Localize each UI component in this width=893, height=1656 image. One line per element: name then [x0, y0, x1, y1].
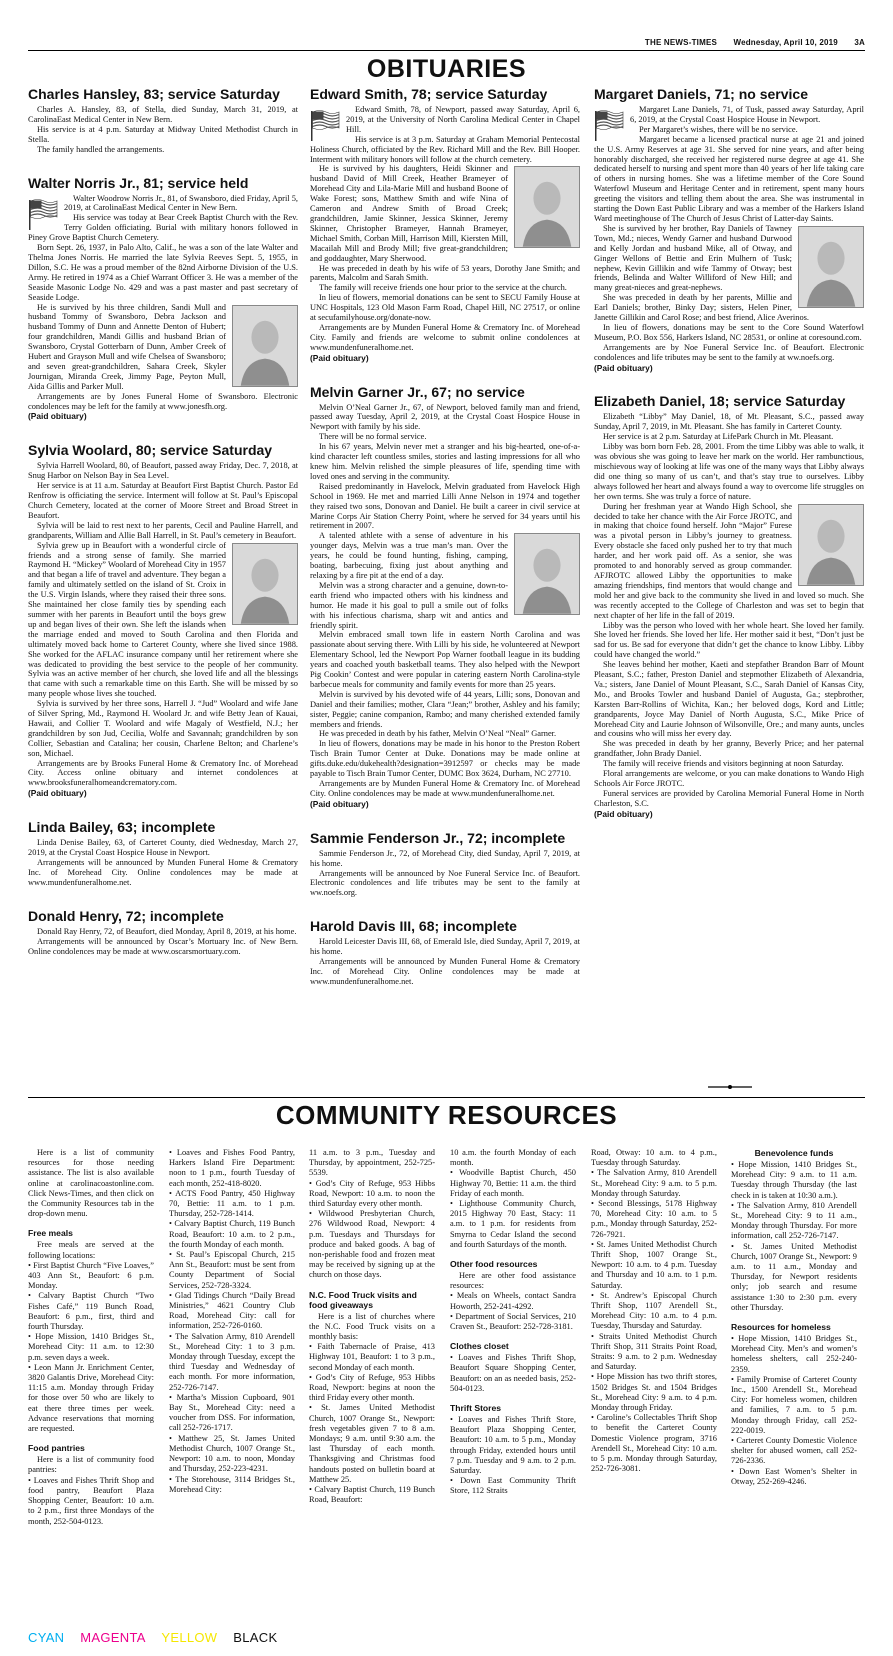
resources-entry: • Martha’s Mission Cupboard, 901 Bay St., Morehead City: need a voucher from DSS. For information, call 252-726-1717.	[169, 1392, 295, 1433]
resources-entry: • St. Paul’s Episcopal Church, 215 Ann St., Beaufort: must be sent from County Department of Social Services, 252-728-3324.	[169, 1250, 295, 1290]
obituary-paragraph: Arrangements are by Munden Funeral Home & Crematory Inc. of Morehead City. Family and friends are welcome to submit online condolences at www.mundenfuneralhome.net.	[310, 322, 580, 352]
obituary-headline: Harold Davis III, 68; incomplete	[310, 918, 517, 935]
obituary-paragraph: He was preceded in death by his father, Melvin O’Neal “Neal” Garner.	[319, 729, 557, 739]
resources-entry: • Department of Social Services, 210 Craven St., Beaufort: 252-728-3181.	[450, 1311, 576, 1332]
resources-subhead: Clothes closet	[450, 1341, 509, 1352]
obituary-paragraph: Charles A. Hansley, 83, of Stella, died Sunday, March 31, 2019, at CarolinaEast Medical Center in New Bern.	[28, 105, 298, 124]
obituary-headline: Walter Norris Jr., 81; service held	[28, 174, 249, 191]
obituary-paragraph: Raised predominantly in Havelock, Melvin graduated from Havelock High School in 1969. He met and married Lilli Anne Nelson in 1974 and together they raised two sons, Donovan and Daniel. He built a career in civil service at Marine Corps Air Station Cherry Point, where he served for 34 years until his retirement in 2007.	[310, 481, 580, 531]
resources-entry: Here is a list of community food pantries:	[28, 1455, 154, 1475]
resources-entry: • God’s City of Refuge, 953 Hibbs Road, Newport: begins at noon the third Friday every other month.	[309, 1372, 435, 1403]
resources-entry: • Meals on Wheels, contact Sandra Howorth, 252-241-4292.	[450, 1291, 576, 1311]
us-flag-icon	[310, 107, 340, 141]
resources-entry: • Loaves and Fishes Food Pantry, Harkers Island Fire Department: noon to 1 p.m., fourth Tuesday of each month, 252-418-8020.	[169, 1148, 295, 1188]
obituary-paragraph: Sylvia is survived by her three sons, Harrell J. “Jud” Woolard and wife Jane of Silver Spring, Md., Raymond H. Woolard Jr. and wife Betty Jean of Kauai, Hawaii, and Collier T. Woolard and wife Magaly of Westfield, N.J.; her grandchildren by son Jud, Cecilia, Wolfe and Savannah; grandchildren by son Collier, Sebastian and Catalina; her cousin, Charlene Belton; and Charlene’s son, Michael.	[28, 699, 298, 758]
obituary-paragraph: Arrangements are by Munden Funeral Home & Crematory Inc. of Morehead City. Online condolences may be made at www.mundenfuneralhome.net.	[310, 779, 580, 798]
resources-entry: • Matthew 25, St. James United Methodist Church, 1007 Orange St., Newport: 10 a.m. to noon, Monday and Thursday, 252-223-4231.	[169, 1433, 295, 1474]
obituary	[28, 175, 298, 423]
obituary	[28, 86, 298, 155]
resources-column	[28, 1148, 154, 1608]
portrait-photo	[232, 305, 298, 387]
obituary-paragraph: His service is at 3 p.m. Saturday at Graham Memorial Pentecostal Holiness Church, officiated by the Rev. Richard Mill and the Rev. Bill Hooper. Interment with military honors will follow at the church cemetery.	[310, 134, 580, 164]
resources-column	[309, 1148, 435, 1608]
resources-entry: • Carteret County Domestic Violence shelter for abused women, call 252-726-2336.	[731, 1436, 857, 1466]
resources-entry: • Second Blessings, 5178 Highway 70, Morehead City: 10 a.m. to 5 p.m., Monday through Saturday, 252-726-7921.	[591, 1199, 717, 1239]
obituary-paragraph: She was preceded in death by her granny, Beverly Price; and her paternal grandfather, John Brady Daniel.	[594, 739, 864, 759]
community-resources-heading: COMMUNITY RESOURCES	[275, 1100, 618, 1130]
obituary-paragraph: Arrangements will be announced by Oscar’s Mortuary Inc. of New Bern. Online condolences may be made at www.oscarsmortuary.com.	[28, 936, 298, 956]
obituary-paragraph: His service was today at Bear Creek Baptist Church with the Rev. Terry Golden officiating. Burial with military honors followed in Piney Grove Baptist Church Cemetery.	[28, 213, 298, 243]
obituary-paragraph: Edward Smith, 78, of Newport, passed away Saturday, April 6, 2019, at the University of North Carolina Medical Center in Chapel Hill.	[346, 105, 580, 134]
obituary	[28, 908, 298, 957]
resources-entry: • St. Andrew’s Episcopal Church Thrift Shop, 1107 Arendell St., Morehead City: 10 a.m. to 4 p.m. Tuesday, Thursday and Saturday.	[591, 1290, 717, 1331]
obituary-paragraph: Donald Ray Henry, 72, of Beaufort, died Monday, April 8, 2019, at his home.	[37, 926, 297, 936]
obituary-paragraph: Per Margaret’s wishes, there will be no service.	[639, 124, 798, 134]
obituary-paragraph: Arrangements are by Brooks Funeral Home & Crematory Inc. of Morehead City. Access online obituary and internet condolences at www.brooksfuneralhomeandcrematory.com.	[28, 758, 298, 788]
obituary	[310, 918, 580, 987]
resources-entry: • Lighthouse Community Church, 2015 Highway 70 East, Stacy: 11 a.m. to 1 p.m. for residents from Smyrna to Cedar Island the second and fourth Saturdays of the month.	[450, 1199, 576, 1249]
color-registration-bar	[28, 1630, 289, 1645]
resources-entry: Here is a list of churches where the N.C. Food Truck visits on a monthly basis:	[309, 1311, 435, 1342]
resources-entry: • The Salvation Army, 810 Arendell St., Morehead City: 9 to 11 a.m., Monday through Thursday. For more information, call 252-726-7147.	[731, 1200, 857, 1241]
paid-obituary-label: (Paid obituary)	[594, 808, 653, 819]
cmyk-magenta: MAGENTA	[80, 1630, 146, 1645]
obituary	[310, 830, 580, 899]
obituary	[594, 393, 864, 819]
obituary-paragraph: He was preceded in death by his wife of 53 years, Dorothy Jane Smith; and parents, Malcolm and Sarah Smith.	[310, 263, 580, 283]
resources-entry: • The Salvation Army, 810 Arendell St., Morehead City: 1 to 3 p.m. Monday through Tuesday, except the third Tuesday and Wednesday of each month. For more information, 252-726-7147.	[169, 1331, 295, 1392]
obituary-paragraph: During her freshman year at Wando High School, she decided to take her chance with the Air Force JROTC, and in making that choice found herself. John “Major” Furese was a pivotal person in Libby’s journey to greatness. Every obstacle she faced only pushed her to try that much harder, and her work paid off. As a senior, she was promoted to and honorably served as group commander. AFJROTC allowed Libby the opportunities to make amazing friendships, find mentors that would change and mold her and give back to the community she lived in and loved so much. She was recently accepted to the College of Charleston and was set to begin that next chapter of her life in the fall of 2019.	[594, 501, 864, 620]
obituary-paragraph: Libby was the person who loved with her whole heart. She loved her family. She loved her friends. She loved her life. Her mother said it best, “Don’t just be sad for us. Be sad for everyone that didn’t get the chance to know Libby. Libby could have changed the world.”	[594, 620, 864, 660]
resources-entry: • St. James United Methodist Church Thrift Shop, 1007 Orange St., Newport: 10 a.m. to 4 p.m. Tuesday and Thursday and 10 a.m. to 1 p.m. Saturday.	[591, 1239, 717, 1290]
obituary-paragraph: There will be no formal service.	[319, 432, 427, 442]
portrait-photo	[798, 226, 864, 308]
obituary-paragraph: Arrangements are by Jones Funeral Home of Swansboro. Electronic condolences may be left for the family at www.jonesfh.org.	[28, 391, 298, 411]
cmyk-yellow: YELLOW	[161, 1630, 218, 1645]
paid-obituary-label: (Paid obituary)	[594, 362, 653, 373]
resources-entry: • Faith Tabernacle of Praise, 413 Highway 101, Beaufort: 1 to 3 p.m., second Monday of each month.	[309, 1342, 435, 1372]
obituary-column-2	[310, 86, 580, 1096]
obituary-paragraph: The family handled the arrangements.	[37, 144, 165, 154]
obituary-paragraph: He is survived by his daughters, Heidi Skinner and husband David of Mill Creek, Heather Brameyer of Morehead City and Lila-Marie Mill and husband Boone of Wake Forest; sons, Matthew Smith and wife Nina of Cameron and Andrew Smith of Broad Creek; grandchildren, Jamie Skinner, Jessica Skinner, Jeremy Skinner, Christopher Brameyer, Hannah Brameyer, Michael Smith, Corban Mill, Harrison Mill, Kiersten Mill, Macailah Mill and Brody Mill; five great-grandchildren; and goddaughter, Mary Sherwood.	[310, 164, 508, 263]
obituary-paragraph: Arrangements are by Noe Funeral Service Inc. of Beaufort. Electronic condolences and life tributes may be sent to the family at ww.noefs.org.	[594, 342, 864, 362]
obituary-paragraph: Margaret became a licensed practical nurse at age 21 and joined the U.S. Army Reserves at age 31. She served for nine years, and after being honorably discharged, she received her registered nurse degree at age 41. She dedicated herself to nursing and spent more than 40 years of her life taking care of others in nursing homes. She was a lifetime member of the Core Sound Waterfowl Museum and Heritage Center and in retirement, spent many hours greeting the visitors and telling them about the area. She was instrumental in starting the Down East Public Library and was a member of the Harkers Island Ward meetinghouse of The Church of Jesus Christ of Latter-day Saints.	[594, 134, 864, 223]
obituary-paragraph: Funeral services are provided by Carolina Memorial Funeral Home in North Charleston, S.C.	[594, 788, 864, 808]
resources-entry: • Family Promise of Carteret County Inc., 1500 Arendell St., Morehead City: For homeless women, children and families, 7 a.m. to 5 p.m. Monday through Friday, call 252-222-0019.	[731, 1374, 857, 1435]
page-number: 3A	[854, 38, 865, 47]
resources-entry: Here is a list of community resources for those needing assistance. The list is also available online at carolinacoastonline.com. Click News-Times, and then click on the Community Resources tab in the drop-down menu.	[28, 1148, 154, 1219]
obituary-headline: Elizabeth Daniel, 18; service Saturday	[594, 393, 846, 410]
resources-subhead: Other food resources	[450, 1259, 538, 1270]
resources-entry: • St. James United Methodist Church, 1007 Orange St., Newport: 9 a.m. to 11 a.m., Monday and Thursday, for Newport residents only; job search and resume assistance 1:30 to 2:30 p.m. every other Thursday.	[731, 1241, 857, 1312]
obituary-paragraph: She leaves behind her mother, Kaeti and stepfather Brandon Barr of Mount Pleasant, S.C.; father, Preston Daniel and stepmother Elizabeth of Alexandria, Va.; sisters, Jane Daniel of Mount Pleasant, S.C., Sarah Daniel of Kansas City, Mo., and Brooks Towler and husband Daniel of Augusta, Ga.; stepbrother, Karsten Barr-Rollins of Wichita, Kan.; her beloved dogs, Kord and Little; grandparents, Joyce May Daniel of North Augusta, S.C., Mike Price of Morehead City and Laurie Johnson of Wilsonville, Ore.; and many aunts, uncles and cousins who will miss her every day.	[594, 660, 864, 739]
obituary-paragraph: The family will receive friends and visitors beginning at noon Saturday.	[603, 759, 844, 769]
resources-entry: • Straits United Methodist Church Thrift Shop, 311 Straits Point Road, Straits: 9 a.m. to 2 p.m. Wednesday and Saturday.	[591, 1331, 717, 1372]
obituary-paragraph: Harold Leicester Davis III, 68, of Emerald Isle, died Sunday, April 7, 2019, at his home.	[310, 937, 580, 957]
section-divider	[28, 1097, 865, 1098]
obituary-headline: Melvin Garner Jr., 67; no service	[310, 383, 525, 400]
obituary-paragraph: Floral arrangements are welcome, or you can make donations to Wando High Schools Air Force JROTC.	[594, 769, 864, 788]
obituary-headline: Sylvia Woolard, 80; service Saturday	[28, 442, 273, 459]
resources-entry: • Leon Mann Jr. Enrichment Center, 3820 Galantis Drive, Morehead City: 11:15 a.m. Monday through Friday for those over 50 who are likely to eat there three times per week. Advance reservations that morning are requested.	[28, 1362, 154, 1434]
obituary-headline: Charles Hansley, 83; service Saturday	[28, 86, 280, 102]
obituary-paragraph: Melvin is survived by his devoted wife of 44 years, Lilli; sons, Donovan and Daniel and their families; mother, Clara “Jean;” brother, Ashley and his family; sister, Peggie; canine companion, Rambo; and many cherished extended family members and friends.	[310, 689, 580, 729]
us-flag-icon	[28, 196, 58, 230]
obituary-paragraph: In lieu of flowers, memorial donations can be sent to SECU Family House at UNC Hospitals, 123 Old Mason Farm Road, Chapel Hill, NC 27517, or online at secufamilyhouse.org/donate-now.	[310, 293, 580, 323]
obituary-paragraph: She is survived by her brother, Ray Daniels of Tawney Town, Md.; nieces, Wendy Garner and husband Durwood and Kelly Jordan and husband Mike, all of Otway, and Ginger Wellons of Bettie and Erin Mulhern of Tusk; nephew, Kevin Gillikin and wife Tammy of Otway; best friends, Belinda and Walter Williford of New Hill; and many great-nieces and great-nephews.	[594, 223, 792, 293]
resources-entry: 10 a.m. the fourth Monday of each month.	[450, 1148, 576, 1168]
obituary-paragraph: Libby was born born Feb. 28, 2001. From the time Libby was able to walk, it was obvious she was going to leave her mark on the world. Her rambunctious, mischievous way of looking at life was one of the many ways that Libby always did one thing so many of us can’t, and that’s stay true to ourselves. Libby always followed her heart and always found a way to overcome life struggles on her own terms. She was truly a force of nature.	[594, 442, 864, 501]
resources-entry: • St. James United Methodist Church, 1007 Orange St., Newport: fresh vegetables given 7 to 8 a.m. Mondays; 9 a.m. until 9:30 a.m. the last Thursday of each month. Thanksgiving and Christmas food handouts posted on bulletin board at Matthew 25.	[309, 1403, 435, 1484]
resources-subhead: Resources for homeless	[731, 1322, 831, 1333]
obituary-paragraph: Melvin was a strong character and a genuine, down-to-earth friend who impacted others with his kindness and humor. He made it his goal to pull a smile out of folks with his infectious charisma, sharp wit and antics and friendly spirit.	[310, 580, 508, 630]
resources-entry: • Calvary Baptist Church, 119 Bunch Road, Beaufort:	[309, 1485, 435, 1505]
paid-obituary-label: (Paid obituary)	[28, 788, 87, 799]
obituary-paragraph: A talented athlete with a sense of adventure in his younger days, Melvin was a true man’s man. Over the years, he could be found hunting, fishing, camping, boating, barbecuing, fixing just about anything and relaxing by a fire pit at the end of a day.	[310, 531, 508, 580]
resources-entry: • Loaves and Fishes Thrift Store, Beaufort Plaza Shopping Center, Beaufort: 10 a.m. to 5 p.m., Monday through Friday, extended hours until 7 p.m. Tuesday and 9 a.m. to 2 p.m. Saturday.	[450, 1415, 576, 1476]
resources-entry: • Loaves and Fishes Thrift Shop, Beaufort Square Shopping Center, Beaufort: on an as needed basis, 252-504-0123.	[450, 1353, 576, 1393]
obituary-headline: Margaret Daniels, 71; no service	[594, 86, 808, 102]
resources-subhead: N.C. Food Truck visits and food giveaways	[309, 1289, 417, 1310]
obituary-paragraph: Sylvia Harrell Woolard, 80, of Beaufort, passed away Friday, Dec. 7, 2018, at Snug Harbor on Nelson Bay in Sea Level.	[28, 461, 298, 481]
resources-entry: • Loaves and Fishes Thrift Shop and food pantry, Beaufort Plaza Shopping Center, Beaufort: 10 a.m. to 2 p.m., first three Mondays of the month, 252-504-0123.	[28, 1475, 154, 1526]
cmyk-cyan: CYAN	[28, 1630, 65, 1645]
obituary-paragraph: Born Sept. 26, 1937, in Palo Alto, Calif., he was a son of the late Walter and Thelma Jones Norris. He married the late Sylvia Reeves Sept. 5, 1955, in Dillon, S.C. He was a proud member of the 82nd Airborne Division of the U.S. Army. He retired in 1974 as a Chief Warrant Officer 3. He was a member of the Seaside Masonic Lodge No. 429 and was a past master and past secretary of Seaside Lodge.	[28, 243, 298, 302]
resources-entry: • God’s City of Refuge, 953 Hibbs Road, Newport: 10 a.m. to noon the third Saturday every other month.	[309, 1178, 435, 1209]
resources-entry: • Woodville Baptist Church, 450 Highway 70, Bettie: 11 a.m. the third Friday of each month.	[450, 1168, 576, 1198]
resources-column	[731, 1148, 857, 1608]
portrait-photo	[514, 166, 580, 248]
resources-column	[450, 1148, 576, 1608]
obituary-paragraph: In lieu of flowers, donations may be sent to the Core Sound Waterfowl Museum, P.O. Box 556, Harkers Island, NC 28531, or online at coresound.com.	[594, 322, 864, 342]
resources-entry: • Wildwood Presbyterian Church, 276 Wildwood Road, Newport: 4 p.m. Tuesdays and Thursdays for produce and baked goods. A bag of non-perishable food and frozen meat may be received by signing up at the church on those days.	[309, 1209, 435, 1280]
obituary-paragraph: Linda Denise Bailey, 63, of Carteret County, died Wednesday, March 27, 2019, at the Crystal Coast Hospice House in Newport.	[28, 838, 298, 858]
resources-entry: • Down East Community Thrift Store, 112 Straits	[450, 1476, 576, 1496]
resources-subhead: Free meals	[28, 1228, 73, 1239]
portrait-photo	[514, 533, 580, 615]
obituary-headline: Linda Bailey, 63; incomplete	[28, 819, 216, 836]
cmyk-black: BLACK	[233, 1630, 278, 1645]
resources-entry: • Hope Mission has two thrift stores, 1502 Bridges St. and 1504 Bridges St., Morehead City: 9 a.m. to 4 p.m. Monday through Friday.	[591, 1372, 717, 1413]
resources-entry: 11 a.m. to 3 p.m., Tuesday and Thursday, by appointment, 252-725-5539.	[309, 1148, 435, 1178]
obituary-paragraph: In his 67 years, Melvin never met a stranger and his big-hearted, one-of-a-kind character left countless smiles, stories and lasting impressions for all who knew him. Melvin relished the simple pleasures of life, spending time with loved ones and serving in the community.	[310, 442, 580, 481]
obituary-paragraph: She was preceded in death by her parents, Millie and Earl Daniels; brother, Binky Day; sisters, Helen Piner, Janette Gillikin and Carol Rose; and best friend, Alice Averinos.	[594, 293, 809, 323]
resources-entry: • Hope Mission, 1410 Bridges St., Morehead City: 11 a.m. to 12:30 p.m. seven days a week.	[28, 1332, 154, 1362]
portrait-photo	[232, 543, 298, 625]
resources-subhead: Benevolence funds	[754, 1148, 834, 1158]
resources-entry: Here are other food assistance resources:	[450, 1271, 576, 1291]
obituary-paragraph: Sylvia grew up in Beaufort with a wonderful circle of friends and a strong sense of family. She married Raymond H. “Mickey” Woolard of Morehead City in 1957 and that began a life of travel and adventure. They began a family and ultimately settled on the island of St. Croix in the U.S. Virgin Islands, where they raised their three sons. She maintained her close family ties by spending each summer with her parents in Beaufort until the boys grew up and began lives of their own. She left the islands when the marriage ended and moved to South Carolina and then Florida and ultimately moved back home to Carteret County, where she lived since 1988. She worked for the AFLAC insurance company until her retirement where she was dedicated to providing the best service to the people of her community. Sylvia was an active member of her church, she loved life and all the blessings that came with such a remarkable time on this Earth. She will be missed by so many people whose lives she touched.	[28, 540, 298, 699]
resources-entry: • The Salvation Army, 810 Arendell St., Morehead City: 9 a.m. to 5 p.m. Monday through Saturday.	[591, 1168, 717, 1198]
resources-entry: • ACTS Food Pantry, 450 Highway 70, Bettie: 11 a.m. to 1 p.m. Thursday, 252-728-1414.	[169, 1188, 295, 1219]
resources-subhead: Food pantries	[28, 1443, 85, 1454]
obituary-paragraph: In lieu of flowers, donations may be made in his honor to the Preston Robert Tisch Brain Tumor Center at Duke. Donations may be made online at gifts.duke.edu/dukehealth?designation=3912597 or checks may be made payable to Tisch Brain Tumor Center, DUMC Box 3624, Durham, NC 27710.	[310, 739, 580, 779]
obituary-paragraph: Her service is at 11 a.m. Saturday at Beaufort First Baptist Church. Pastor Ed Renfrow is officiating the service. Interment will follow at St. Paul’s Episcopal Church Cemetery, located at the corner of Moore Street and Broad Street in Beaufort.	[28, 481, 298, 520]
obituary-paragraph: Melvin O’Neal Garner Jr., 67, of Newport, beloved family man and friend, passed away Tuesday, April 2, 2019, at the Crystal Coast Hospice House in Newport with family by his side.	[310, 402, 580, 432]
obituary-paragraph: Her service is at 2 p.m. Saturday at LifePark Church in Mt. Pleasant.	[603, 432, 834, 442]
obituary-paragraph: He is survived by his three children, Sandi Mull and husband Tommy of Swansboro, Debra Jackson and husband Tommy of Dunn and Annette Denton of Hubert; four grandchildren, Mandi Gillis and husband Brian of Swansboro, Crystal Gotterbarn of Dunn, Amber Creek of Hubert and Grayson Mull and wife Chelsea of Swansboro; and seven great-grandchildren, Sahara Creek, Skyler Journigan, Miranda Creek, Jimmy Page, Peyton Mull, Aida Gillis and Parker Mull.	[28, 302, 226, 391]
paid-obituary-label: (Paid obituary)	[310, 798, 369, 809]
obituary-column-3	[594, 86, 864, 1096]
resources-subhead: Thrift Stores	[450, 1403, 502, 1414]
obituary-paragraph: Walter Woodrow Norris Jr., 81, of Swansboro, died Friday, April 5, 2019, at CarolinaEast Medical Center in New Bern.	[64, 193, 298, 213]
obituary	[28, 442, 298, 799]
paper-name: THE NEWS-TIMES	[644, 38, 718, 47]
resources-entry: • Calvary Baptist Church “Two Fishes Café,” 119 Bunch Road, Beaufort: 6 p.m., first, third and fourth Thursday.	[28, 1291, 154, 1332]
resources-entry: • Down East Women’s Shelter in Otway, 252-269-4246.	[731, 1466, 857, 1486]
resources-column	[169, 1148, 295, 1608]
obituary-paragraph: Arrangements will be announced by Noe Funeral Service Inc. of Beaufort. Electronic condolences and life tributes may be sent to the family at ww.noefs.org.	[310, 868, 580, 898]
end-dash-ornament	[708, 1084, 752, 1090]
obituary-headline: Sammie Fenderson Jr., 72; incomplete	[310, 829, 566, 846]
obituary	[28, 819, 298, 888]
obituary-column-1	[28, 86, 298, 1096]
resources-column	[591, 1148, 717, 1608]
obituary-paragraph: Margaret Lane Daniels, 71, of Tusk, passed away Saturday, April 6, 2019, at the Crystal Coast Hospice House in Newport.	[630, 105, 864, 124]
us-flag-icon	[594, 107, 624, 141]
obituary	[310, 86, 580, 364]
obituary-headline: Donald Henry, 72; incomplete	[28, 907, 224, 924]
resources-entry: • Glad Tidings Church “Daily Bread Ministries,” 4621 Country Club Road, Morehead City: call for information, 252-726-0160.	[169, 1290, 295, 1331]
obituary	[310, 384, 580, 810]
resources-entry: Free meals are served at the following locations:	[28, 1240, 154, 1260]
paid-obituary-label: (Paid obituary)	[28, 411, 87, 422]
resources-entry: Road, Otway: 10 a.m. to 4 p.m., Tuesday through Saturday.	[591, 1148, 717, 1168]
obituary-paragraph: The family will receive friends one hour prior to the service at the church.	[319, 283, 567, 293]
obituary-paragraph: Sylvia will be laid to rest next to her parents, Cecil and Pauline Harrell, and grandparents, William and Allie Ball Harrell, in St. Paul’s cemetery in Beaufort.	[28, 520, 298, 540]
obituaries-heading: OBITUARIES	[366, 55, 527, 83]
resources-entry: • The Storehouse, 3114 Bridges St., Morehead City:	[169, 1474, 295, 1494]
issue-date: Wednesday, April 10, 2019	[733, 38, 838, 47]
obituary-paragraph: Arrangements will be announced by Munden Funeral Home & Crematory Inc. of Morehead City. Online condolences may be made at www.mundenfuneralhome.net.	[28, 858, 298, 887]
resources-entry: • Hope Mission, 1410 Bridges St., Morehead City. Men’s and women’s homeless shelters, call 252-240-2359.	[731, 1334, 857, 1374]
obituary-headline: Edward Smith, 78; service Saturday	[310, 86, 548, 102]
resources-entry: • First Baptist Church “Five Loaves,” 403 Ann St., Beaufort: 6 p.m. Monday.	[28, 1260, 154, 1291]
resources-entry: • Caroline’s Collectables Thrift Shop to benefit the Carteret County Domestic Violence program, 3716 Arendell St., Morehead City: 10 a.m. to 5 p.m. Monday through Saturday, 252-726-3081.	[591, 1413, 717, 1474]
obituary-paragraph: Arrangements will be announced by Munden Funeral Home & Crematory Inc. of Morehead City. Online condolences may be made at www.mundenfuneralhome.net.	[310, 957, 580, 986]
obituary-paragraph: Sammie Fenderson Jr., 72, of Morehead City, died Sunday, April 7, 2019, at his home.	[310, 848, 580, 868]
resources-entry: • Hope Mission, 1410 Bridges St., Morehead City: 9 a.m. to 11 a.m. Tuesday through Thursday (the last check in is taken at 10:30 a.m.).	[731, 1160, 857, 1200]
obituary-paragraph: His service is at 4 p.m. Saturday at Midway United Methodist Church in Stella.	[28, 124, 298, 144]
obituary-paragraph: Elizabeth “Libby” May Daniel, 18, of Mt. Pleasant, S.C., passed away Sunday, April 7, 2019, in Mt. Pleasant. She has family in Carteret County.	[594, 412, 864, 432]
obituary-paragraph: Melvin embraced small town life in eastern North Carolina and was passionate about serving there. With Lilli by his side, he volunteered at Newport Elementary School, led the Newport Pop Warner football league in its budding years and coached youth basketball teams. They also helped with the Newport Pig Cookin’ Contest and were popular in catering eastern North Carolina-style barbecue meals for community and family events for more than 25 years.	[310, 630, 580, 689]
obituary	[594, 86, 864, 373]
paid-obituary-label: (Paid obituary)	[310, 352, 369, 363]
resources-entry: • Calvary Baptist Church, 119 Bunch Road, Beaufort: 10 a.m. to 2 p.m., the fourth Monday of each month.	[169, 1219, 295, 1249]
folio-rule	[28, 50, 865, 51]
portrait-photo	[798, 504, 864, 586]
